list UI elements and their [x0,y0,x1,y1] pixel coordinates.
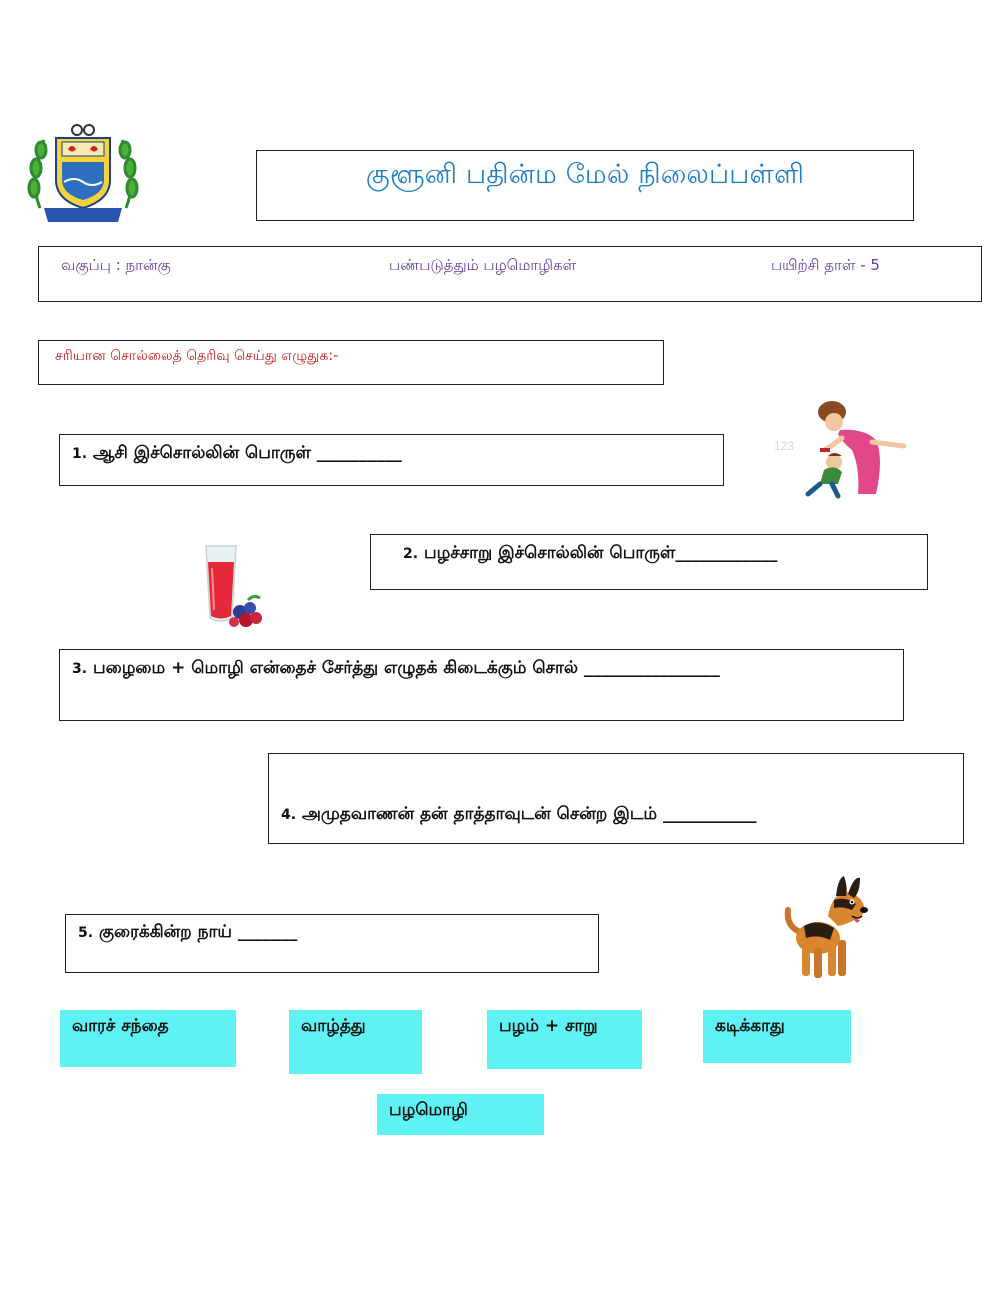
question-body: அமுதவாணன் தன் தாத்தாவுடன் சென்ற இடம் ___________ [301,804,757,824]
school-logo [22,118,144,228]
question-4-text [281,804,756,826]
blessing-illustration [772,398,914,500]
question-number: 5. [78,925,94,941]
svg-text:123: 123 [774,439,795,453]
info-bar [38,246,982,302]
dog-illustration [782,870,874,984]
sheet-label: பயிற்சி தாள் - 5 [771,256,880,274]
question-body: குரைக்கின்ற நாய் _______ [98,922,298,942]
question-1-text [72,443,402,465]
question-number: 3. [72,661,88,677]
question-4[interactable] [268,753,964,844]
question-5-text [78,922,297,944]
question-number: 2. [403,546,419,562]
question-number: 1. [72,446,88,462]
title-box [256,150,914,221]
answer-tile[interactable]: வாழ்த்து [289,1010,422,1074]
topic-label: பண்படுத்தும் பழமொழிகள் [389,256,577,274]
question-2[interactable] [370,534,928,590]
question-body: ஆசி இச்சொல்லின் பொருள் __________ [92,443,402,463]
question-5[interactable] [65,914,599,973]
question-number: 4. [281,807,297,823]
school-title: குளூனி பதின்ம மேல் நிலைப்பள்ளி [365,159,805,190]
question-2-text [403,543,777,565]
class-label: வகுப்பு : நான்கு [61,256,171,274]
juice-illustration [192,540,270,632]
question-3[interactable] [59,649,904,721]
answer-tile[interactable]: பழம் + சாறு [487,1010,642,1069]
answer-tile[interactable]: வாரச் சந்தை [60,1010,236,1067]
question-3-text [72,658,720,680]
answer-tile[interactable]: பழமொழி [377,1094,544,1135]
question-body: பழச்சாறு இச்சொல்லின் பொருள்____________ [423,543,778,563]
question-1[interactable] [59,434,724,486]
instruction-box [38,340,664,385]
answer-tile[interactable]: கடிக்காது [703,1010,851,1063]
question-body: பழைமை + மொழி என்தைச் சேர்த்து எழுதக் கிடைக்கும் சொல் ________________ [92,658,720,678]
instruction-text: சரியான சொல்லைத் தெரிவு செய்து எழுதுக:- [55,348,339,364]
